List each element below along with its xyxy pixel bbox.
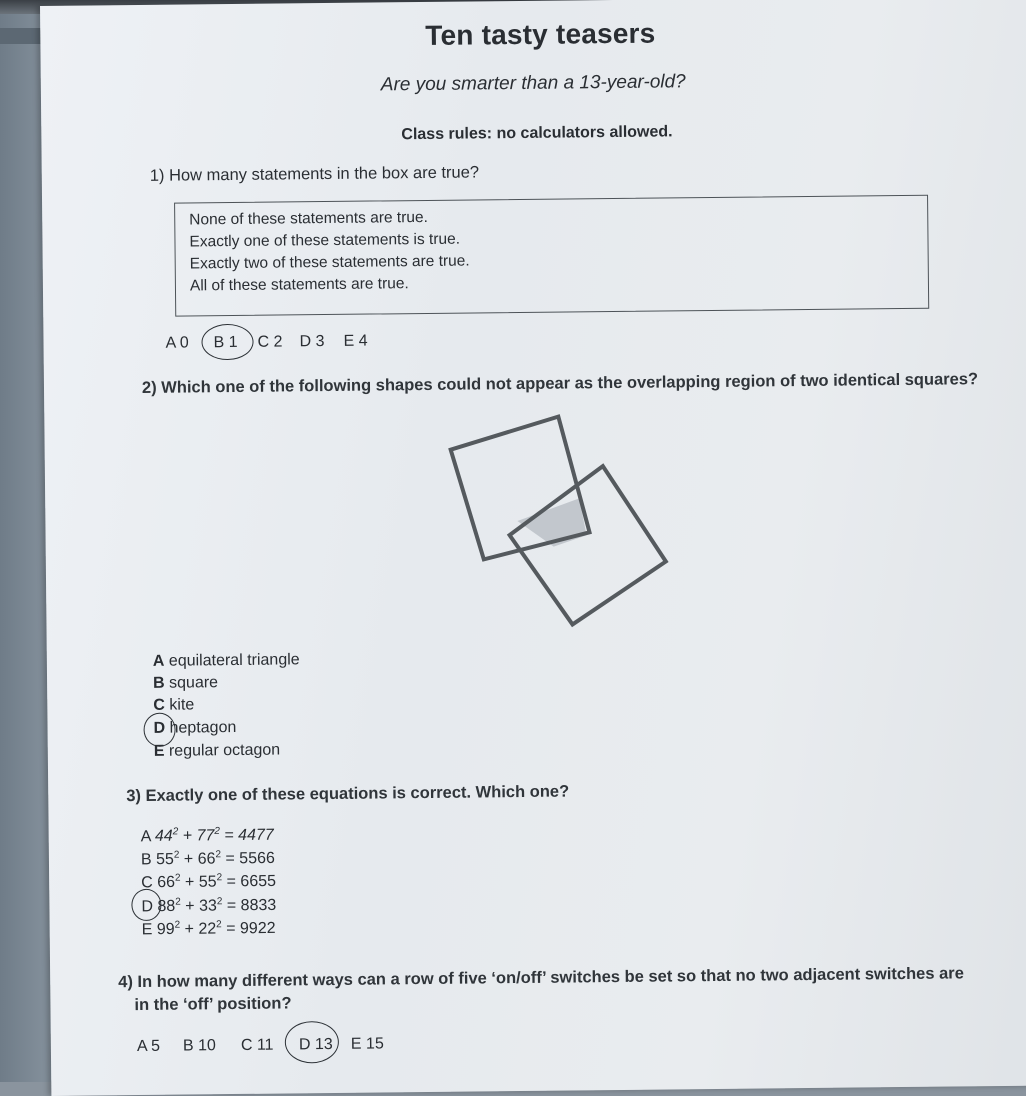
q2-option-b: B square xyxy=(153,674,219,692)
statement-1: None of these statements are true. xyxy=(189,208,428,229)
q3-answer-circle xyxy=(131,889,161,921)
statement-2: Exactly one of these statements is true. xyxy=(189,230,461,251)
q2-option-a: A equilateral triangle xyxy=(152,651,300,670)
q1-answer-circle xyxy=(201,324,253,361)
overlapping-squares-figure xyxy=(404,407,706,640)
q4-option-c: C 11 xyxy=(240,1036,274,1054)
q2-option-e: E regular octagon xyxy=(153,741,281,760)
q1-option-c: C 2 xyxy=(257,333,283,351)
q4-answer-circle xyxy=(285,1021,339,1064)
q4-option-d: D 13 xyxy=(298,1035,333,1054)
q1-option-d: D 3 xyxy=(299,333,325,351)
page-title: Ten tasty teasers xyxy=(425,17,656,51)
q1-option-e: E 4 xyxy=(343,332,368,350)
q4-option-e: E 15 xyxy=(350,1035,384,1053)
q3-equation-d: D $88^2 + 33^2 = 8833$ xyxy=(141,896,277,916)
q4-option-a: A 5 xyxy=(136,1037,161,1056)
q3-equation-b: B $55^2 + 66^2 = 5566$ xyxy=(140,849,275,869)
question-1-text: 1) How many statements in the box are true? xyxy=(149,163,480,185)
q3-equation-c: C $66^2 + 55^2 = 6655$ xyxy=(141,872,277,892)
q3-equation-e: E $99^2 + 22^2 = 9922$ xyxy=(141,919,276,939)
question-4-text-line-1: 4) In how many different ways can a row of five ‘on/off’ switches be set so that no two adjacent switches are xyxy=(118,964,964,992)
q3-equation-a: A $44^2 + 77^2 = 4477$ xyxy=(140,826,274,846)
q1-option-a: A 0 xyxy=(165,334,189,352)
q2-option-d: D heptagon xyxy=(153,718,237,737)
statement-4: All of these statements are true. xyxy=(189,275,409,295)
q1-option-b: B 1 xyxy=(213,333,238,352)
statement-3: Exactly two of these statements are true. xyxy=(189,252,470,273)
statement-box xyxy=(174,195,929,317)
class-rules: Class rules: no calculators allowed. xyxy=(401,123,673,144)
q4-option-b: B 10 xyxy=(182,1037,216,1055)
question-2-text: 2) Which one of the following shapes could not appear as the overlapping region of two identical squares? xyxy=(141,370,979,397)
question-4-text-line-2: in the ‘off’ position? xyxy=(134,994,292,1015)
square-left xyxy=(450,416,589,559)
q2-option-c: C kite xyxy=(153,696,195,714)
page-subtitle: Are you smarter than a 13-year-old? xyxy=(380,71,686,96)
question-3-text: 3) Exactly one of these equations is correct. Which one? xyxy=(126,782,570,806)
worksheet-page xyxy=(40,0,1026,1096)
